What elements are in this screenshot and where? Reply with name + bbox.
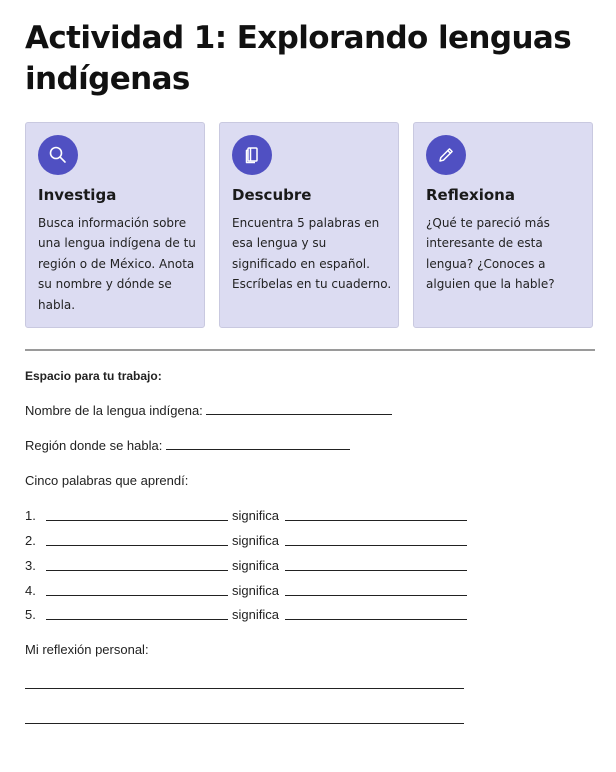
card-reflexiona [413,122,593,328]
word-blank[interactable] [46,595,228,596]
meaning-blank[interactable] [285,520,467,521]
region-blank[interactable] [166,439,350,450]
reflection-line[interactable] [25,688,464,689]
meaning-blank[interactable] [285,619,467,620]
card-text: ¿Qué te pareció más interesante de esta lengua? ¿Conoces a alguien que la hable? [426,216,555,292]
meaning-blank[interactable] [285,545,467,546]
word-number: 3. [25,558,36,573]
meaning-blank[interactable] [285,595,467,596]
book-icon [232,135,272,175]
word-number: 2. [25,533,36,548]
means-label: significa [232,583,279,598]
means-label: significa [232,533,279,548]
language-name-row [25,403,392,418]
pencil-icon [426,135,466,175]
card-title: Investiga [38,186,117,204]
page-title: Actividad 1: Explorando lenguas indígenas [25,20,572,97]
reflection-line[interactable] [25,723,464,724]
word-blank[interactable] [46,570,228,571]
word-blank[interactable] [46,520,228,521]
reflection-label: Mi reflexión personal: [25,642,149,657]
card-descubre [219,122,399,328]
means-label: significa [232,607,279,622]
region-row [25,438,350,453]
language-name-blank[interactable] [206,404,392,415]
means-label: significa [232,558,279,573]
card-text: Encuentra 5 palabras en esa lengua y su significado en español. Escríbelas en tu cuaderno. [232,216,392,292]
work-heading: Espacio para tu trabajo: [25,369,162,383]
card-text: Busca información sobre una lengua indígena de tu región o de México. Anota su nombre y dónde se habla. [38,216,196,312]
means-label: significa [232,508,279,523]
meaning-blank[interactable] [285,570,467,571]
language-name-label: Nombre de la lengua indígena: [25,403,203,418]
word-blank[interactable] [46,545,228,546]
section-divider [25,349,595,351]
word-number: 5. [25,607,36,622]
region-label: Región donde se habla: [25,438,163,453]
card-title: Reflexiona [426,186,515,204]
word-blank[interactable] [46,619,228,620]
words-label: Cinco palabras que aprendí: [25,473,189,488]
card-title: Descubre [232,186,312,204]
word-number: 4. [25,583,36,598]
magnifier-icon [38,135,78,175]
card-investiga [25,122,205,328]
word-number: 1. [25,508,36,523]
